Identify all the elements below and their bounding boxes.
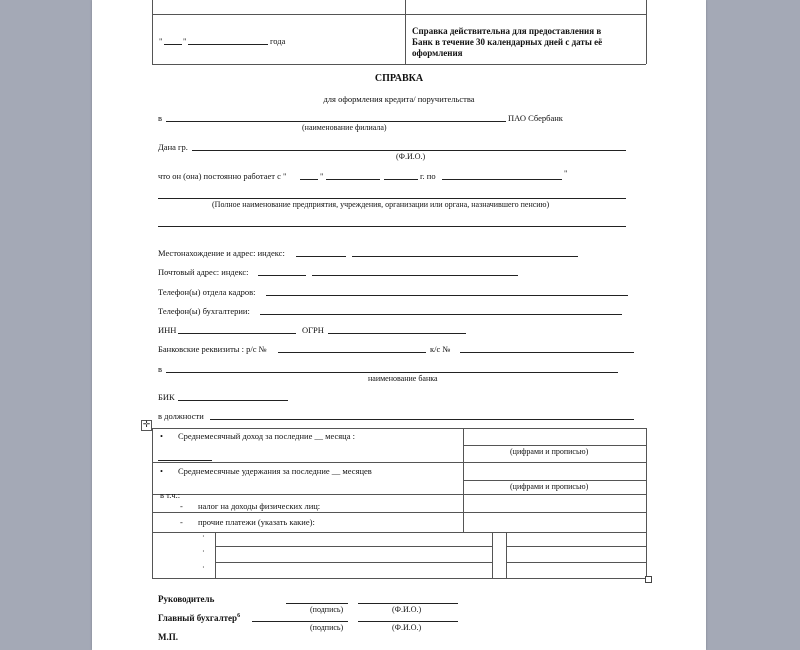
header-table-divider (405, 0, 406, 64)
subrow1-line-left (215, 546, 492, 547)
subrow3-dot: · (202, 562, 205, 572)
bank-suffix: ПАО Сбербанк (508, 113, 563, 123)
org-caption: (Полное наименование предприятия, учреждения, организации или органа, назначившего пенсию) (212, 200, 550, 209)
stamp-label: М.П. (158, 632, 178, 642)
works-since-month-field[interactable] (326, 179, 380, 180)
chief-accountant-fio-caption: (Ф.И.О.) (392, 623, 422, 632)
position-label: в должности (158, 411, 204, 421)
hr-phone-label: Телефон(ы) отдела кадров: (158, 287, 256, 297)
table-resize-handle-icon[interactable] (645, 576, 652, 583)
income-table-bottom-border (152, 578, 646, 579)
date-suffix: года (270, 36, 286, 46)
row2-amount-caption: (цифрами и прописью) (510, 482, 589, 491)
row2-amount-line (463, 480, 646, 481)
document-page (92, 0, 706, 650)
income-table-top-border (152, 428, 646, 429)
subrow2-line-left (215, 562, 492, 563)
ks-label: к/с № (430, 344, 451, 354)
director-label: Руководитель (158, 594, 215, 604)
to-prefix: в (158, 113, 163, 123)
corr-account-field[interactable] (460, 352, 634, 353)
fio-field[interactable] (192, 150, 626, 151)
other-dash: - (180, 517, 183, 527)
header-table-bottom-border (152, 64, 646, 65)
tax-dash: - (180, 501, 183, 511)
org-name-field-2[interactable] (158, 226, 626, 227)
tax-row-bottom-border (152, 512, 646, 513)
row1-bottom-border (152, 462, 646, 463)
inn-field[interactable] (178, 333, 296, 334)
location-label: Местонахождение и адрес: индекс: (158, 248, 285, 258)
chief-accountant-sign-field[interactable] (252, 621, 348, 622)
doc-subtitle: для оформления кредита/ поручительства (323, 94, 475, 104)
subrows-left-divider (215, 532, 216, 578)
table-move-handle-icon[interactable]: ✛ (142, 420, 151, 430)
inn-label: ИНН (158, 325, 177, 335)
chief-accountant-sign-caption: (подпись) (310, 623, 344, 632)
subrow2-line-right (506, 562, 646, 563)
account-number-field[interactable] (278, 352, 426, 353)
row1-months-field[interactable] (158, 460, 212, 461)
subrows-mid-divider (492, 532, 493, 578)
header-table-top-border (152, 14, 646, 15)
director-sign-caption: (подпись) (310, 605, 344, 614)
fio-caption: (Ф.И.О.) (396, 152, 426, 161)
date-day-field[interactable] (164, 44, 182, 45)
ogrn-label: ОГРН (302, 325, 324, 335)
director-sign-field[interactable] (286, 603, 348, 604)
other-row-bottom-border (152, 532, 646, 533)
hr-phone-field[interactable] (266, 295, 628, 296)
date-quote-open: " (159, 36, 163, 46)
row1-amount-line (463, 445, 646, 446)
director-fio-caption: (Ф.И.О.) (392, 605, 422, 614)
validity-line-1: Справка действительна для предоставления в (412, 26, 602, 36)
date-quote-close: " (183, 36, 187, 46)
location-index-field[interactable] (296, 256, 346, 257)
postal-label: Почтовый адрес: индекс: (158, 267, 249, 277)
chief-accountant-text: Главный бухгалтер (158, 613, 238, 623)
works-since-year-field[interactable] (384, 179, 418, 180)
acct-phone-field[interactable] (260, 314, 622, 315)
ogrn-field[interactable] (328, 333, 466, 334)
chief-accountant-sup: 6 (237, 613, 241, 619)
bik-field[interactable] (178, 400, 288, 401)
incl-label: в т.ч.: (160, 490, 181, 500)
works-since-label: что он (она) постоянно работает с " (158, 171, 287, 181)
location-address-field[interactable] (352, 256, 578, 257)
bank-details-label: Банковские реквизиты : р/с № (158, 344, 267, 354)
works-since-quote-close: " (320, 171, 324, 181)
income-table-left-border (152, 428, 153, 578)
postal-address-field[interactable] (312, 275, 518, 276)
header-table-right-border (646, 0, 647, 64)
chief-accountant-label (158, 613, 240, 623)
org-name-field[interactable] (158, 198, 626, 199)
director-fio-field[interactable] (358, 603, 458, 604)
validity-line-3: оформления (412, 48, 463, 58)
header-table-left-border (152, 0, 153, 64)
position-field[interactable] (210, 419, 634, 420)
branch-caption: (наименование филиала) (302, 123, 387, 132)
acct-phone-label: Телефон(ы) бухгалтерии: (158, 306, 250, 316)
year-mark: г. по (420, 171, 436, 181)
bik-label: БИК (158, 392, 175, 402)
date-month-field[interactable] (188, 44, 268, 45)
bank-name-caption: наименование банка (368, 374, 438, 383)
issued-to-label: Дана гр. (158, 142, 188, 152)
row1-amount-caption: (цифрами и прописью) (510, 447, 589, 456)
subrow1-dot: · (202, 531, 205, 541)
in-prefix: в (158, 364, 163, 374)
row1-bullet: • (160, 431, 163, 441)
bank-name-field[interactable] (166, 372, 618, 373)
works-since-day-field[interactable] (300, 179, 318, 180)
subrow1-line-right (506, 546, 646, 547)
chief-accountant-fio-field[interactable] (358, 621, 458, 622)
row2-bullet: • (160, 466, 163, 476)
tax-label: налог на доходы физических лиц: (198, 501, 321, 511)
postal-index-field[interactable] (258, 275, 306, 276)
quote-end: " (564, 168, 568, 178)
validity-line-2: Банк в течение 30 календарных дней с даты её (412, 37, 603, 47)
income-table-right-border (646, 428, 647, 578)
doc-title: СПРАВКА (374, 73, 424, 84)
subrow2-dot: · (202, 546, 205, 556)
subrows-right-divider (506, 532, 507, 578)
row2-label: Среднемесячные удержания за последние __ месяцев (178, 466, 372, 476)
works-until-field[interactable] (442, 179, 562, 180)
row1-label: Среднемесячный доход за последние __ месяца : (178, 431, 355, 441)
row2-bottom-border (152, 494, 646, 495)
other-label: прочие платежи (указать какие): (198, 517, 315, 527)
branch-name-field[interactable] (166, 121, 506, 122)
